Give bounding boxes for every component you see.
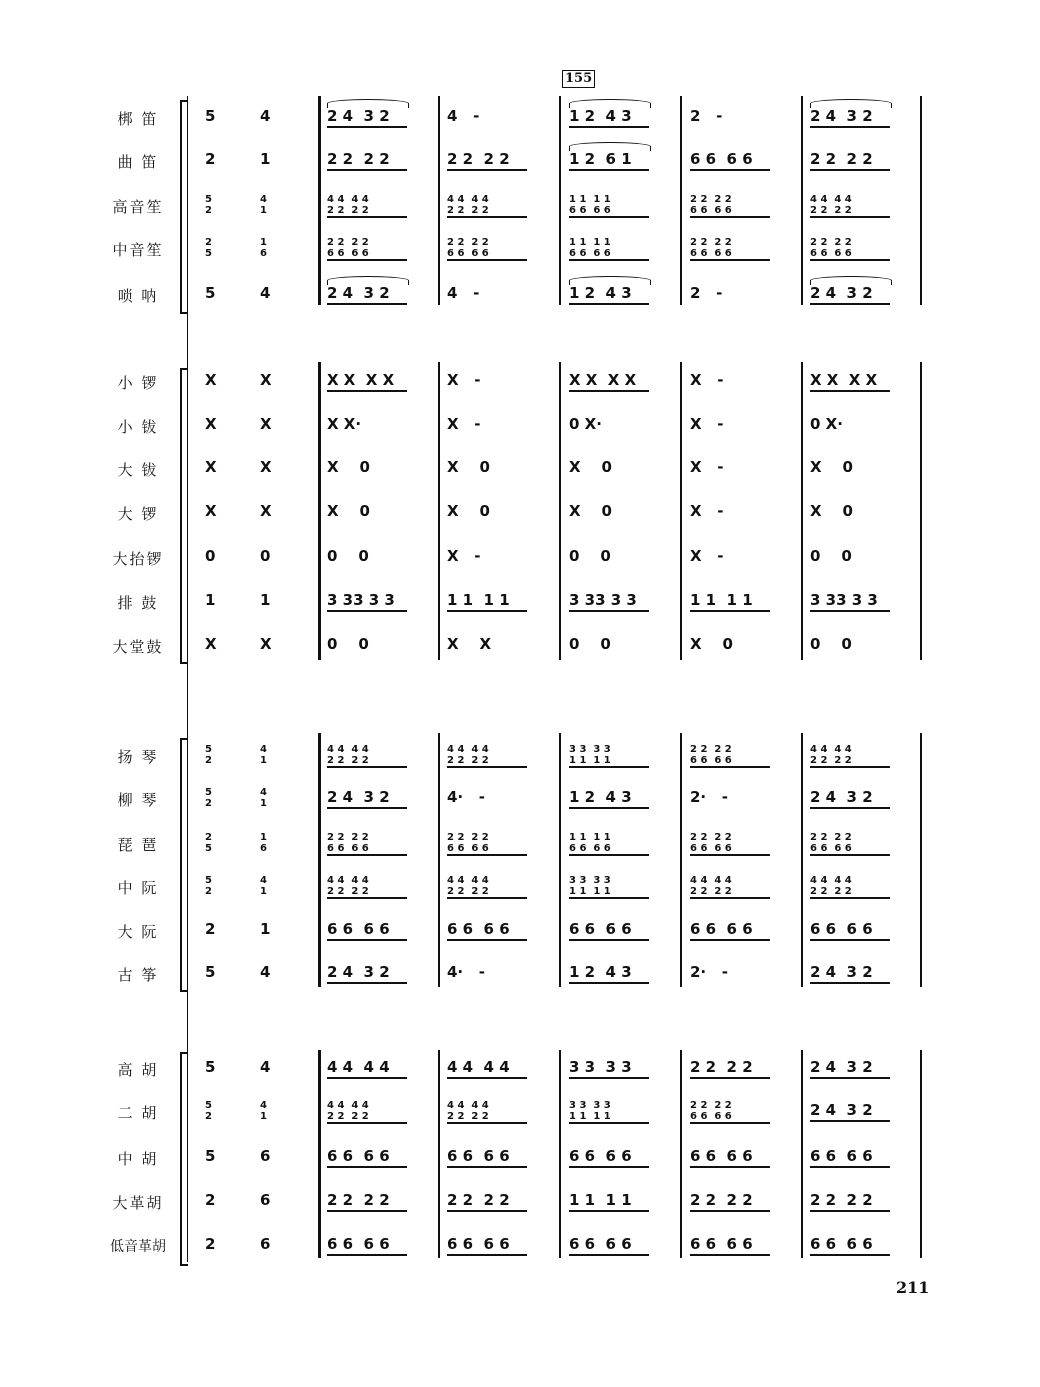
- instrument-name: 唢 呐: [117, 287, 159, 305]
- notation-cell: X -: [690, 415, 724, 433]
- notation-cell: 2: [205, 150, 216, 168]
- notation-cell: 3 33 3 3: [810, 591, 878, 609]
- notation-cell: 6 6 6 6: [569, 920, 632, 938]
- notation-cell: 4: [260, 963, 271, 981]
- barline: [920, 96, 922, 305]
- instrument-name: 高音笙: [112, 198, 164, 216]
- beam-underline: [447, 1210, 527, 1212]
- notation-cell: 1 2 6 1: [569, 150, 632, 168]
- notation-cell: X X X X: [810, 371, 878, 389]
- instrument-name: 扬 琴: [117, 748, 159, 766]
- notation-cell: 2 5: [205, 237, 212, 259]
- beam-underline: [810, 1166, 890, 1168]
- notation-cell: 1 1 1 1 6 6 6 6: [569, 237, 611, 259]
- notation-cell: X 0: [810, 502, 853, 520]
- notation-cell: 6 6 6 6: [690, 920, 753, 938]
- notation-cell: X: [205, 502, 217, 520]
- notation-cell: 0 0: [327, 635, 369, 653]
- instrument-name: 大革胡: [112, 1194, 164, 1212]
- beam-underline: [569, 897, 649, 899]
- notation-cell: X X X X: [327, 371, 395, 389]
- slur-mark: [810, 276, 892, 285]
- beam-underline: [569, 259, 649, 261]
- beam-underline: [327, 390, 407, 392]
- beam-underline: [569, 854, 649, 856]
- notation-cell: 2 2 2 2 6 6 6 6: [327, 237, 369, 259]
- barline: [920, 362, 922, 660]
- notation-cell: 3 3 3 3 1 1 1 1: [569, 875, 611, 897]
- notation-cell: 2 4 3 2: [810, 788, 873, 806]
- notation-cell: 1 1 1 1: [690, 591, 753, 609]
- notation-cell: 2: [205, 1235, 216, 1253]
- slur-mark: [569, 276, 651, 285]
- notation-cell: 1: [260, 591, 271, 609]
- notation-cell: 4 4 4 4 2 2 2 2: [810, 875, 852, 897]
- beam-underline: [569, 1254, 649, 1256]
- beam-underline: [810, 1254, 890, 1256]
- beam-underline: [569, 1122, 649, 1124]
- notation-cell: 4 -: [447, 284, 480, 302]
- instrument-name: 小 锣: [117, 374, 159, 392]
- beam-underline: [690, 854, 770, 856]
- beam-underline: [327, 126, 407, 128]
- notation-cell: X: [260, 371, 272, 389]
- notation-cell: 3 33 3 3: [327, 591, 395, 609]
- notation-cell: 1 2 4 3: [569, 963, 632, 981]
- notation-cell: 2 2 2 2 6 6 6 6: [690, 832, 732, 854]
- instrument-name: 低音革胡: [110, 1239, 166, 1255]
- notation-cell: 2 2 2 2: [447, 150, 510, 168]
- notation-cell: 2 2 2 2 6 6 6 6: [327, 832, 369, 854]
- beam-underline: [569, 1166, 649, 1168]
- notation-cell: 6 6 6 6: [690, 150, 753, 168]
- notation-cell: 4 -: [447, 107, 480, 125]
- notation-cell: 2 2 2 2: [327, 150, 390, 168]
- notation-cell: 1 1 1 1 6 6 6 6: [569, 832, 611, 854]
- notation-cell: X: [205, 415, 217, 433]
- notation-cell: 4: [260, 1058, 271, 1076]
- notation-cell: 4 4 4 4 2 2 2 2: [690, 875, 732, 897]
- barline: [680, 362, 682, 660]
- barline: [801, 362, 803, 660]
- notation-cell: 0 0: [810, 547, 852, 565]
- notation-cell: X: [260, 458, 272, 476]
- notation-cell: 1 6: [260, 237, 267, 259]
- instrument-name: 大 锣: [117, 505, 159, 523]
- notation-cell: 5: [205, 1147, 216, 1165]
- notation-cell: 4 4 4 4 2 2 2 2: [327, 875, 369, 897]
- beam-underline: [810, 982, 890, 984]
- notation-cell: 0: [260, 547, 271, 565]
- notation-cell: 6 6 6 6: [690, 1147, 753, 1165]
- notation-cell: X -: [690, 502, 724, 520]
- notation-cell: X 0: [810, 458, 853, 476]
- beam-underline: [690, 1166, 770, 1168]
- notation-cell: 1 1 1 1: [447, 591, 510, 609]
- notation-cell: 4 4 4 4 2 2 2 2: [447, 1100, 489, 1122]
- notation-cell: 6: [260, 1191, 271, 1209]
- beam-underline: [327, 303, 407, 305]
- notation-cell: X 0: [447, 458, 490, 476]
- instrument-name: 中音笙: [112, 241, 164, 259]
- beam-underline: [690, 897, 770, 899]
- notation-cell: 4: [260, 107, 271, 125]
- notation-cell: 0 X·: [569, 415, 602, 433]
- slur-mark: [327, 276, 409, 285]
- notation-cell: 4 4 4 4 2 2 2 2: [327, 744, 369, 766]
- notation-cell: 1 1 1 1: [569, 1191, 632, 1209]
- beam-underline: [569, 766, 649, 768]
- notation-cell: 2 2 2 2: [810, 1191, 873, 1209]
- notation-cell: 4 4 4 4 2 2 2 2: [810, 744, 852, 766]
- beam-underline: [447, 1077, 527, 1079]
- notation-cell: 2 2 2 2 6 6 6 6: [690, 744, 732, 766]
- notation-cell: 4 1: [260, 875, 267, 897]
- notation-cell: X -: [447, 415, 481, 433]
- notation-cell: 6 6 6 6: [810, 1235, 873, 1253]
- slur-mark: [569, 142, 651, 151]
- beam-underline: [447, 1166, 527, 1168]
- notation-cell: 4 4 4 4 2 2 2 2: [810, 194, 852, 216]
- beam-underline: [810, 1210, 890, 1212]
- slur-mark: [569, 99, 651, 108]
- notation-cell: X -: [690, 458, 724, 476]
- notation-cell: 4 4 4 4 2 2 2 2: [447, 194, 489, 216]
- notation-cell: 2 -: [690, 107, 723, 125]
- notation-cell: X: [260, 502, 272, 520]
- beam-underline: [810, 126, 890, 128]
- beam-underline: [447, 1122, 527, 1124]
- notation-cell: 2 2 2 2 6 6 6 6: [810, 237, 852, 259]
- instrument-name: 大 钹: [117, 461, 159, 479]
- beam-underline: [447, 766, 527, 768]
- beam-underline: [327, 169, 407, 171]
- beam-underline: [447, 1254, 527, 1256]
- beam-underline: [690, 216, 770, 218]
- notation-cell: 2 4 3 2: [810, 963, 873, 981]
- beam-underline: [810, 854, 890, 856]
- beam-underline: [810, 169, 890, 171]
- notation-cell: 4 4 4 4 2 2 2 2: [447, 875, 489, 897]
- notation-cell: 3 3 3 3: [569, 1058, 632, 1076]
- beam-underline: [327, 766, 407, 768]
- beam-underline: [569, 939, 649, 941]
- notation-cell: 4 4 4 4: [447, 1058, 510, 1076]
- beam-underline: [690, 259, 770, 261]
- notation-cell: 4 4 4 4 2 2 2 2: [327, 194, 369, 216]
- notation-cell: 2 4 3 2: [810, 1058, 873, 1076]
- beam-underline: [569, 126, 649, 128]
- barline: [801, 1050, 803, 1258]
- notation-cell: X X·: [327, 415, 362, 433]
- notation-cell: 5 2: [205, 787, 212, 809]
- beam-underline: [690, 766, 770, 768]
- notation-cell: X 0: [327, 502, 370, 520]
- notation-cell: 6 6 6 6: [690, 1235, 753, 1253]
- instrument-name: 二 胡: [117, 1104, 159, 1122]
- instrument-name: 中 胡: [117, 1150, 159, 1168]
- notation-cell: 4 4 4 4 2 2 2 2: [447, 744, 489, 766]
- notation-cell: X 0: [569, 458, 612, 476]
- instrument-name: 高 胡: [117, 1061, 159, 1079]
- beam-underline: [810, 766, 890, 768]
- barline: [920, 1050, 922, 1258]
- notation-cell: 2: [205, 920, 216, 938]
- notation-cell: 5 2: [205, 875, 212, 897]
- beam-underline: [810, 1077, 890, 1079]
- notation-cell: X 0: [447, 502, 490, 520]
- barline: [801, 96, 803, 305]
- beam-underline: [569, 610, 649, 612]
- notation-cell: 2 4 3 2: [327, 788, 390, 806]
- barline: [318, 1050, 321, 1258]
- beam-underline: [327, 1077, 407, 1079]
- beam-underline: [569, 807, 649, 809]
- notation-cell: X -: [447, 371, 481, 389]
- notation-cell: 2 2 2 2 6 6 6 6: [690, 194, 732, 216]
- notation-cell: X -: [690, 547, 724, 565]
- notation-cell: 2: [205, 1191, 216, 1209]
- beam-underline: [690, 1077, 770, 1079]
- notation-cell: 2 2 2 2: [447, 1191, 510, 1209]
- barline: [680, 1050, 682, 1258]
- notation-cell: 5: [205, 284, 216, 302]
- beam-underline: [690, 169, 770, 171]
- beam-underline: [327, 1122, 407, 1124]
- notation-cell: 6 6 6 6: [327, 1147, 390, 1165]
- notation-cell: 4 1: [260, 787, 267, 809]
- notation-cell: 2 4 3 2: [327, 107, 390, 125]
- notation-cell: X -: [690, 371, 724, 389]
- beam-underline: [690, 1254, 770, 1256]
- notation-cell: 2 2 2 2: [327, 1191, 390, 1209]
- notation-cell: X: [260, 415, 272, 433]
- notation-cell: 5: [205, 963, 216, 981]
- notation-cell: 2 2 2 2 6 6 6 6: [447, 237, 489, 259]
- beam-underline: [810, 610, 890, 612]
- notation-cell: 2· -: [690, 788, 729, 806]
- notation-cell: 2 2 2 2 6 6 6 6: [810, 832, 852, 854]
- notation-cell: 0 0: [327, 547, 369, 565]
- notation-cell: 2 4 3 2: [810, 107, 873, 125]
- beam-underline: [569, 390, 649, 392]
- notation-cell: 0 0: [569, 635, 611, 653]
- notation-cell: X: [205, 371, 217, 389]
- notation-cell: 2· -: [690, 963, 729, 981]
- beam-underline: [569, 982, 649, 984]
- notation-cell: X -: [447, 547, 481, 565]
- notation-cell: 1 1 1 1 6 6 6 6: [569, 194, 611, 216]
- slur-mark: [327, 99, 409, 108]
- beam-underline: [569, 1210, 649, 1212]
- beam-underline: [810, 216, 890, 218]
- beam-underline: [327, 610, 407, 612]
- notation-cell: 4 1: [260, 1100, 267, 1122]
- barline: [318, 362, 321, 660]
- beam-underline: [327, 807, 407, 809]
- barline: [559, 1050, 561, 1258]
- beam-underline: [810, 1120, 890, 1122]
- notation-cell: 4 1: [260, 194, 267, 216]
- beam-underline: [690, 939, 770, 941]
- beam-underline: [327, 216, 407, 218]
- barline: [920, 733, 922, 987]
- instrument-name: 曲 笛: [117, 153, 159, 171]
- beam-underline: [447, 610, 527, 612]
- notation-cell: 0 X·: [810, 415, 843, 433]
- notation-cell: 4 1: [260, 744, 267, 766]
- beam-underline: [327, 982, 407, 984]
- beam-underline: [810, 259, 890, 261]
- beam-underline: [810, 807, 890, 809]
- notation-cell: 6 6 6 6: [447, 1147, 510, 1165]
- notation-cell: 6 6 6 6: [447, 920, 510, 938]
- barline: [438, 1050, 440, 1258]
- notation-cell: X: [260, 635, 272, 653]
- beam-underline: [569, 303, 649, 305]
- barline: [559, 96, 561, 305]
- beam-underline: [447, 169, 527, 171]
- page-number: 211: [896, 1278, 930, 1297]
- notation-cell: 5: [205, 107, 216, 125]
- beam-underline: [810, 897, 890, 899]
- notation-cell: 6 6 6 6: [569, 1147, 632, 1165]
- notation-cell: 2 2 2 2: [810, 150, 873, 168]
- beam-underline: [690, 610, 770, 612]
- notation-cell: 6 6 6 6: [447, 1235, 510, 1253]
- instrument-name: 柳 琴: [117, 791, 159, 809]
- beam-underline: [327, 259, 407, 261]
- beam-underline: [327, 854, 407, 856]
- notation-cell: 4· -: [447, 788, 486, 806]
- beam-underline: [447, 216, 527, 218]
- beam-underline: [447, 259, 527, 261]
- system-line: [187, 96, 188, 1262]
- beam-underline: [569, 216, 649, 218]
- barline: [318, 96, 321, 305]
- notation-cell: 1 2 4 3: [569, 284, 632, 302]
- beam-underline: [810, 303, 890, 305]
- notation-cell: 6: [260, 1147, 271, 1165]
- notation-cell: 0 0: [569, 547, 611, 565]
- beam-underline: [690, 1210, 770, 1212]
- notation-cell: 4 4 4 4 2 2 2 2: [327, 1100, 369, 1122]
- notation-cell: 0: [205, 547, 216, 565]
- notation-cell: 2 2 2 2 6 6 6 6: [690, 237, 732, 259]
- notation-cell: 3 33 3 3: [569, 591, 637, 609]
- barline: [559, 733, 561, 987]
- notation-cell: X 0: [569, 502, 612, 520]
- beam-underline: [327, 1166, 407, 1168]
- notation-cell: 6 6 6 6: [327, 920, 390, 938]
- notation-cell: 2 4 3 2: [810, 284, 873, 302]
- notation-cell: 3 3 3 3 1 1 1 1: [569, 1100, 611, 1122]
- notation-cell: 6 6 6 6: [810, 1147, 873, 1165]
- barline: [680, 733, 682, 987]
- instrument-name: 排 鼓: [117, 594, 159, 612]
- beam-underline: [447, 939, 527, 941]
- notation-cell: 1: [260, 150, 271, 168]
- barline: [559, 362, 561, 660]
- notation-cell: X 0: [690, 635, 733, 653]
- notation-cell: X 0: [327, 458, 370, 476]
- barline: [438, 362, 440, 660]
- notation-cell: 6 6 6 6: [327, 1235, 390, 1253]
- beam-underline: [690, 1122, 770, 1124]
- instrument-name: 大堂鼓: [112, 638, 164, 656]
- notation-cell: X X X X: [569, 371, 637, 389]
- notation-cell: 5 2: [205, 744, 212, 766]
- notation-cell: 2 5: [205, 832, 212, 854]
- notation-cell: 1 2 4 3: [569, 788, 632, 806]
- notation-cell: 2 4 3 2: [327, 284, 390, 302]
- notation-cell: 2 4 3 2: [327, 963, 390, 981]
- beam-underline: [327, 1210, 407, 1212]
- notation-cell: 2 4 3 2: [810, 1101, 873, 1119]
- notation-cell: 2 2 2 2: [690, 1191, 753, 1209]
- beam-underline: [810, 390, 890, 392]
- instrument-name: 大抬锣: [112, 550, 164, 568]
- notation-cell: 5 2: [205, 1100, 212, 1122]
- beam-underline: [810, 939, 890, 941]
- notation-cell: X X: [447, 635, 492, 653]
- notation-cell: X: [205, 635, 217, 653]
- beam-underline: [569, 169, 649, 171]
- instrument-name: 小 钹: [117, 418, 159, 436]
- instrument-name: 琵 琶: [117, 836, 159, 854]
- instrument-name: 梆 笛: [117, 110, 159, 128]
- notation-cell: 6: [260, 1235, 271, 1253]
- notation-cell: 5: [205, 1058, 216, 1076]
- notation-cell: 4· -: [447, 963, 486, 981]
- notation-cell: X: [205, 458, 217, 476]
- notation-cell: 1 2 4 3: [569, 107, 632, 125]
- instrument-name: 大 阮: [117, 923, 159, 941]
- beam-underline: [327, 1254, 407, 1256]
- barline: [318, 733, 321, 987]
- instrument-name: 古 筝: [117, 966, 159, 984]
- notation-cell: 6 6 6 6: [810, 920, 873, 938]
- barline: [438, 733, 440, 987]
- beam-underline: [447, 854, 527, 856]
- notation-cell: 3 3 3 3 1 1 1 1: [569, 744, 611, 766]
- rehearsal-mark: 155: [562, 70, 595, 88]
- notation-cell: 6 6 6 6: [569, 1235, 632, 1253]
- notation-cell: 0 0: [810, 635, 852, 653]
- notation-cell: 2 -: [690, 284, 723, 302]
- notation-cell: 2 2 2 2 6 6 6 6: [690, 1100, 732, 1122]
- slur-mark: [810, 99, 892, 108]
- notation-cell: 4 4 4 4: [327, 1058, 390, 1076]
- barline: [680, 96, 682, 305]
- beam-underline: [327, 897, 407, 899]
- notation-cell: 4: [260, 284, 271, 302]
- notation-cell: 2 2 2 2 6 6 6 6: [447, 832, 489, 854]
- notation-cell: 2 2 2 2: [690, 1058, 753, 1076]
- notation-cell: 5 2: [205, 194, 212, 216]
- notation-cell: 1: [260, 920, 271, 938]
- barline: [438, 96, 440, 305]
- notation-cell: 1 6: [260, 832, 267, 854]
- barline: [801, 733, 803, 987]
- beam-underline: [569, 1077, 649, 1079]
- instrument-name: 中 阮: [117, 879, 159, 897]
- beam-underline: [327, 939, 407, 941]
- notation-cell: 1: [205, 591, 216, 609]
- beam-underline: [447, 897, 527, 899]
